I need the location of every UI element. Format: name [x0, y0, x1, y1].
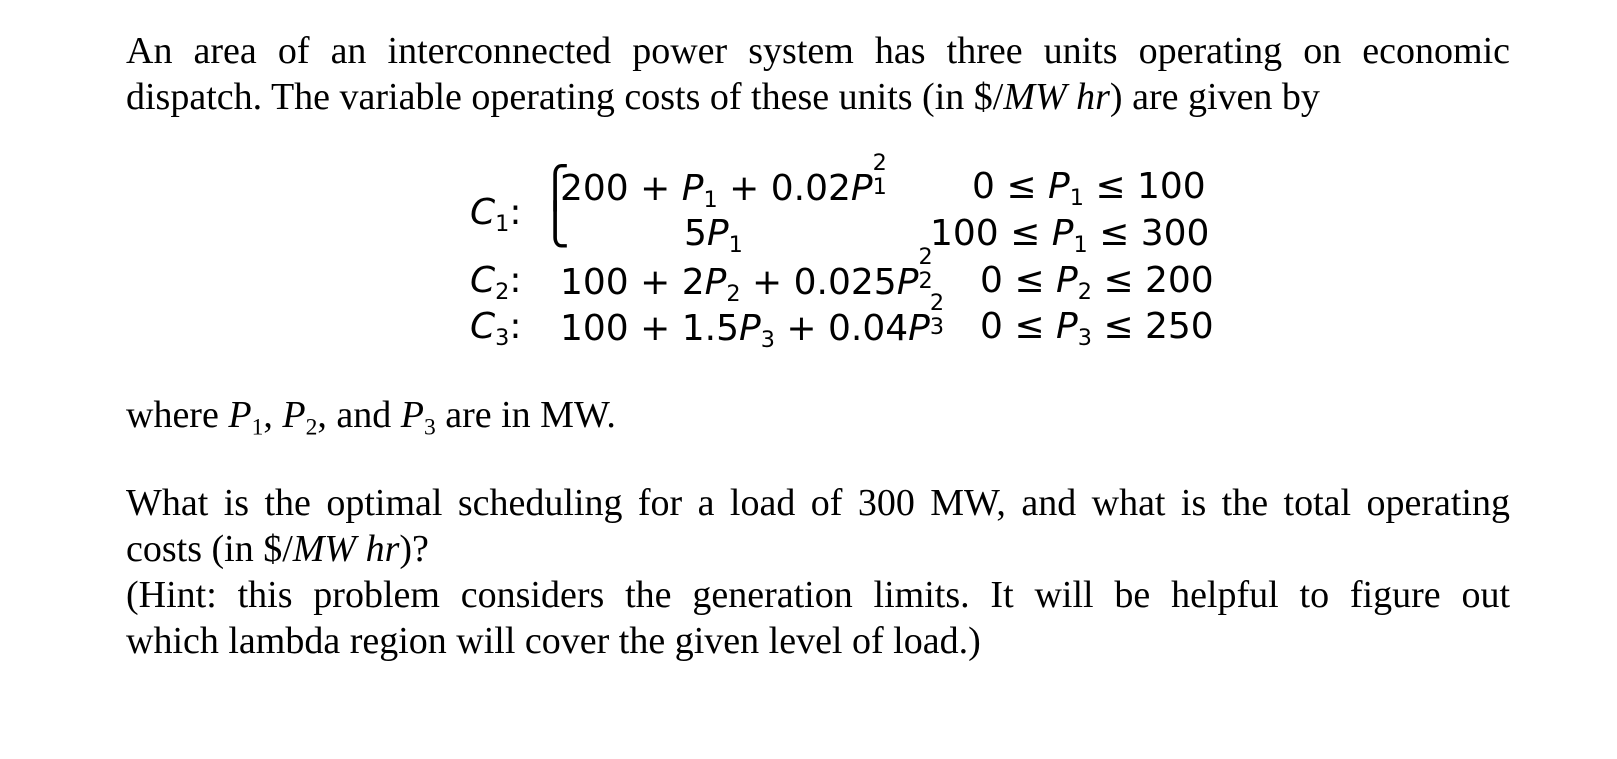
c2-range: $0 \le P_2 \le 200$	[980, 260, 1214, 306]
unit-mw-hr: MW hr	[1003, 76, 1110, 118]
c2-label: $C_2$:	[470, 260, 522, 306]
c3-expression: $100 + 1.5P_3 + 0.04P$ 2 3	[560, 289, 945, 354]
hint-line-1: (Hint: this problem considers the generation limits. It will be helpful to figure out	[126, 574, 1510, 616]
c3-label: $C_3$:	[470, 306, 522, 352]
c1-piece2-expression: $5P_1$	[684, 213, 743, 259]
piecewise-brace: ⎧	[540, 165, 570, 211]
intro-line-1: An area of an interconnected power system has three units operating on economic	[126, 30, 1510, 72]
c1-piece1-expression: $200 + P_1 + 0.02P$ 2 1	[560, 149, 887, 214]
piecewise-brace-lower: ⎩	[540, 202, 570, 248]
c1-piece2-range: $100 \le P_1 \le 300$	[930, 213, 1210, 259]
intro-paragraph	[126, 28, 1510, 120]
question-line-2: costs (in $/MW hr)?	[126, 528, 429, 570]
question-line-1: What is the optimal scheduling for a load of 300 MW, and what is the total operating	[126, 482, 1510, 524]
c2-expression: $100 + 2P_2 + 0.025P$ 2 2	[560, 243, 933, 308]
hint-line-2: which lambda region will cover the given level of load.)	[126, 620, 981, 662]
c1-label: $C_1$:	[470, 192, 522, 238]
c1-piece1-range: $0 \le P_1 \le 100$	[972, 166, 1206, 212]
unit-mw-hr: MW hr	[292, 528, 400, 570]
intro-line-2: dispatch. The variable operating costs of these units (in $/MW hr) are given by	[126, 76, 1320, 118]
where-line: where $P_1$, $P_2$, and $P_3$ are in MW.	[126, 394, 616, 441]
c3-range: $0 \le P_3 \le 250$	[980, 306, 1214, 352]
question-paragraph	[126, 480, 1510, 664]
